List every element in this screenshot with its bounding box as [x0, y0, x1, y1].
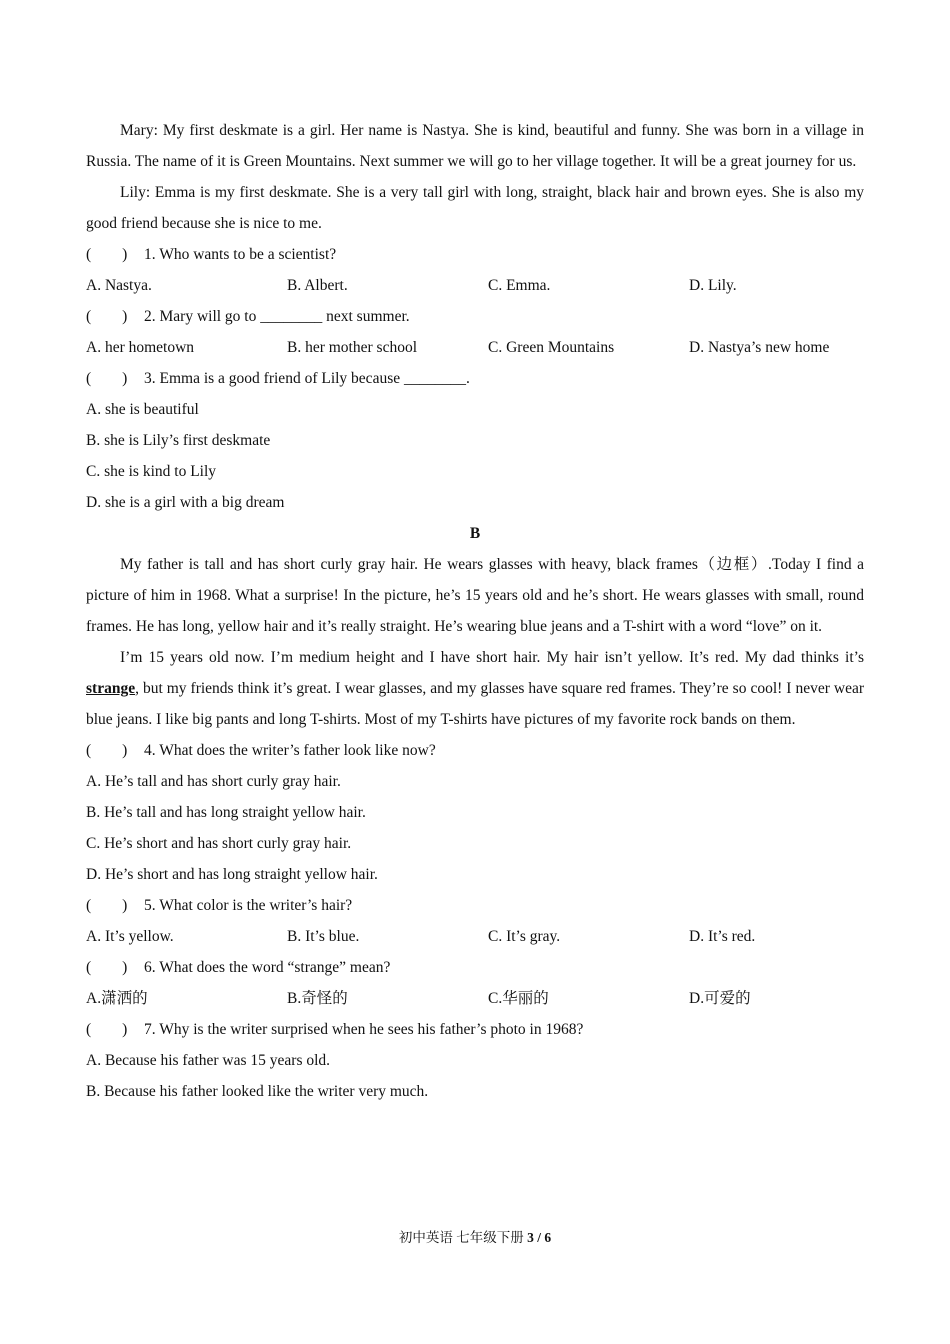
answer-bracket: ( )	[86, 742, 128, 759]
option-b: B. Because his father looked like the writer very much.	[86, 1083, 429, 1100]
option-a: A.潇洒的	[86, 990, 148, 1007]
mary-paragraph: Mary: My first deskmate is a girl. Her name is Nastya. She is kind, beautiful and funny. She was born in a village in Russia. The name of it is Green Mountains. Next summer we will go to her village together. It will be a great journey for us.	[86, 122, 864, 170]
worksheet-page	[86, 115, 864, 1107]
question-1-options	[86, 270, 864, 301]
option-b: B. she is Lily’s first deskmate	[86, 432, 271, 449]
question-3	[86, 363, 864, 394]
question-text: 2. Mary will go to ________ next summer.	[144, 308, 410, 325]
answer-bracket: ( )	[86, 959, 128, 976]
section-b-paragraph-2	[86, 642, 864, 735]
paragraph-text: I’m 15 years old now. I’m medium height and I have short hair. My hair isn’t yellow. It’s red. My dad thinks it’s	[120, 649, 864, 666]
option-a: A. Nastya.	[86, 277, 152, 294]
option-b: B. Albert.	[287, 277, 348, 294]
option-a: A. It’s yellow.	[86, 928, 174, 945]
option-b: B. her mother school	[287, 339, 418, 356]
paragraph-text: , but my friends think it’s great. I wear glasses, and my glasses have square red frames. They’re so cool! I never wear blue jeans. I like big pants and long T-shirts. Most of my T-shirts have pictures of my favorite rock bands on them.	[86, 680, 864, 728]
question-4	[86, 735, 864, 766]
section-b-paragraph-1: My father is tall and has short curly gray hair. He wears glasses with heavy, black frames（边框）.Today I find a picture of him in 1968. What a surprise! In the picture, he’s 15 years old and he’s short. He wears glasses with small, round frames. He has long, yellow hair and it’s really straight. He’s wearing blue jeans and a T-shirt with a word “love” on it.	[86, 556, 864, 635]
option-c: C.华丽的	[488, 990, 549, 1007]
option-d: D. she is a girl with a big dream	[86, 494, 285, 511]
option-a: A. her hometown	[86, 339, 195, 356]
question-2-options	[86, 332, 864, 363]
keyword-strange: strange	[86, 680, 136, 697]
footer-title: 初中英语 七年级下册	[398, 1230, 524, 1245]
lily-paragraph: Lily: Emma is my first deskmate. She is a very tall girl with long, straight, black hair and brown eyes. She is also my good friend because she is nice to me.	[86, 184, 864, 232]
answer-bracket: ( )	[86, 1021, 128, 1038]
option-b: B.奇怪的	[287, 990, 348, 1007]
question-text: 4. What does the writer’s father look like now?	[144, 742, 436, 759]
answer-bracket: ( )	[86, 370, 128, 387]
question-2	[86, 301, 864, 332]
option-a: A. she is beautiful	[86, 401, 199, 418]
question-6	[86, 952, 864, 983]
question-6-options	[86, 983, 864, 1014]
answer-bracket: ( )	[86, 246, 128, 263]
question-5-options	[86, 921, 864, 952]
question-text: 1. Who wants to be a scientist?	[144, 246, 337, 263]
question-text: 6. What does the word “strange” mean?	[144, 959, 391, 976]
section-b-heading: B	[469, 525, 481, 542]
option-c: C. Emma.	[488, 277, 551, 294]
option-a: A. He’s tall and has short curly gray hair.	[86, 773, 341, 790]
page-footer	[0, 1228, 950, 1248]
option-b: B. He’s tall and has long straight yellow hair.	[86, 804, 366, 821]
option-d: D. Lily.	[689, 277, 737, 294]
option-d: D. He’s short and has long straight yellow hair.	[86, 866, 378, 883]
question-1	[86, 239, 864, 270]
option-c: C. she is kind to Lily	[86, 463, 217, 480]
option-d: D. It’s red.	[689, 928, 756, 945]
option-d: D.可爱的	[689, 990, 751, 1007]
option-c: C. He’s short and has short curly gray hair.	[86, 835, 352, 852]
question-text: 3. Emma is a good friend of Lily because ________.	[144, 370, 470, 387]
question-text: 7. Why is the writer surprised when he sees his father’s photo in 1968?	[144, 1021, 584, 1038]
option-a: A. Because his father was 15 years old.	[86, 1052, 331, 1069]
question-7	[86, 1014, 864, 1045]
option-c: C. It’s gray.	[488, 928, 561, 945]
answer-bracket: ( )	[86, 897, 128, 914]
answer-bracket: ( )	[86, 308, 128, 325]
question-5	[86, 890, 864, 921]
question-text: 5. What color is the writer’s hair?	[144, 897, 353, 914]
option-b: B. It’s blue.	[287, 928, 360, 945]
option-d: D. Nastya’s new home	[689, 339, 830, 356]
page-number: 3 / 6	[527, 1230, 552, 1245]
option-c: C. Green Mountains	[488, 339, 615, 356]
